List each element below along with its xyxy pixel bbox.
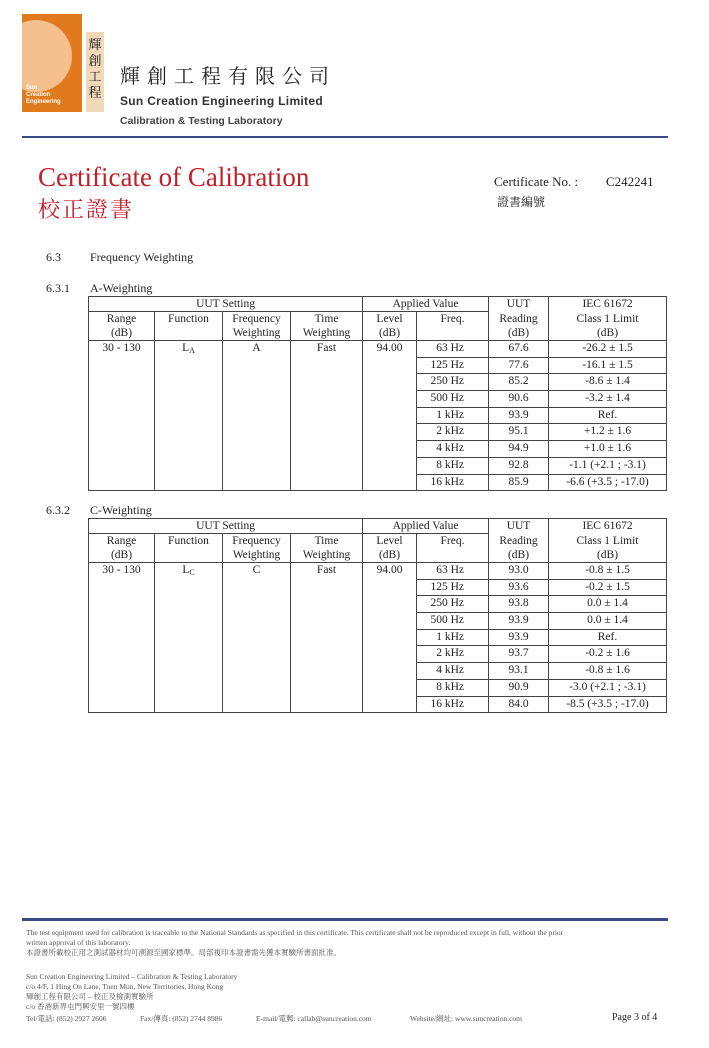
reading-cell: 93.9 <box>489 629 549 646</box>
range-unit: (dB) <box>89 548 155 563</box>
limit-cell: -1.1 (+2.1 ; -3.1) <box>549 457 667 474</box>
level-unit: (dB) <box>363 326 417 341</box>
limit-cell: 0.0 ± 1.4 <box>549 613 667 630</box>
freq-weighting-header: Frequency <box>223 312 291 327</box>
freq-cell: 2 kHz <box>417 424 489 441</box>
subsection-title-c: C-Weighting <box>90 503 152 517</box>
limit-cell: 0.0 ± 1.4 <box>549 596 667 613</box>
certificate-no-label: Certificate No. : <box>494 174 579 189</box>
reading-cell: 90.6 <box>489 391 549 408</box>
c-weighting-rows <box>89 563 667 713</box>
level-header: Level <box>363 534 417 549</box>
freq-cell: 1 kHz <box>417 629 489 646</box>
applied-value-header: Applied Value <box>363 297 489 312</box>
level-header: Level <box>363 312 417 327</box>
certificate-title-zh: 校正證書 <box>38 198 135 223</box>
freq-cell: 4 kHz <box>417 441 489 458</box>
function-header: Function <box>155 312 223 327</box>
uut-header: UUT <box>489 519 549 534</box>
iec-header: IEC 61672 <box>549 519 667 534</box>
function-header: Function <box>155 534 223 549</box>
reading-cell: 93.6 <box>489 579 549 596</box>
reading-cell: 77.6 <box>489 357 549 374</box>
reading-header: Reading <box>489 534 549 549</box>
limit-cell: -6.6 (+3.5 ; -17.0) <box>549 474 667 491</box>
footer-rule <box>22 918 668 921</box>
freq-weighting-header-2: Weighting <box>223 548 291 563</box>
freq-cell: 250 Hz <box>417 596 489 613</box>
reading-cell: 93.7 <box>489 646 549 663</box>
limit-header: Class 1 Limit <box>549 312 667 327</box>
range-header: Range <box>89 534 155 549</box>
function-value: $L_C$ <box>155 563 223 713</box>
freq-cell: 4 kHz <box>417 663 489 680</box>
limit-cell: -8.6 ± 1.4 <box>549 374 667 391</box>
time-weighting-header-2: Weighting <box>291 326 363 341</box>
footer-note: The test equipment used for calibration is traceable to the National Standards as specified in this certificate. This certificate shall not be reproduced except in full, without the prior written approval of this laboratory. 本證書所載校正用之測試器材均可溯源至國家標準。局部複印本證書需先獲本實驗所書面批准。 <box>26 928 564 957</box>
footer-fax: Fax/傳真: (852) 2744 8986 <box>140 1014 223 1023</box>
limit-cell: +1.0 ± 1.6 <box>549 441 667 458</box>
range-value: 30 - 130 <box>89 341 155 491</box>
limit-cell: -26.2 ± 1.5 <box>549 341 667 358</box>
reading-cell: 85.9 <box>489 474 549 491</box>
company-logo <box>22 14 82 112</box>
certificate-title: Certificate of Calibration <box>38 162 310 192</box>
logo-sun-icon <box>22 20 72 92</box>
logo-text: Sun Creation Engineering <box>26 85 61 105</box>
reading-cell: 93.9 <box>489 613 549 630</box>
freq-cell: 63 Hz <box>417 341 489 358</box>
freq-weighting-header-2: Weighting <box>223 326 291 341</box>
freq-cell: 1 kHz <box>417 407 489 424</box>
reading-cell: 93.0 <box>489 563 549 580</box>
function-header-blank <box>155 548 223 563</box>
reading-cell: 84.0 <box>489 696 549 713</box>
range-value: 30 - 130 <box>89 563 155 713</box>
reading-cell: 93.9 <box>489 407 549 424</box>
footer-email: E-mail/電郵: callab@suncreation.com <box>256 1014 372 1023</box>
reading-cell: 85.2 <box>489 374 549 391</box>
freq-cell: 8 kHz <box>417 679 489 696</box>
company-name-en: Sun Creation Engineering Limited <box>120 94 323 108</box>
limit-header: Class 1 Limit <box>549 534 667 549</box>
company-name-zh: 輝創工程有限公司 <box>120 64 336 88</box>
reading-cell: 94.9 <box>489 441 549 458</box>
freq-header-blank <box>417 548 489 563</box>
range-header: Range <box>89 312 155 327</box>
freq-cell: 16 kHz <box>417 474 489 491</box>
section-number: 6.3 <box>46 250 61 264</box>
reading-cell: 93.8 <box>489 596 549 613</box>
subsection-number-c: 6.3.2 <box>46 503 70 517</box>
level-value: 94.00 <box>363 563 417 713</box>
limit-cell: -16.1 ± 1.5 <box>549 357 667 374</box>
limit-cell: -8.5 (+3.5 ; -17.0) <box>549 696 667 713</box>
logo-chinese: 輝創工程 <box>88 38 102 101</box>
applied-value-header: Applied Value <box>363 519 489 534</box>
uut-header: UUT <box>489 297 549 312</box>
footer-address: Sun Creation Engineering Limited – Calibration & Testing Laboratory c/o 4/F, 1 Hing On Lane, Tuen Mun, New Territories, Hong Kong 輝創工程有限公司 – 校正及檢測實驗所 c/o 香港新界屯門興安里一號四樓 <box>26 972 238 1011</box>
time-weighting-value: Fast <box>291 341 363 491</box>
certificate-no-zh: 證書編號 <box>497 195 546 209</box>
reading-cell: 90.9 <box>489 679 549 696</box>
a-weighting-rows <box>89 341 667 491</box>
freq-cell: 125 Hz <box>417 579 489 596</box>
limit-cell: -0.2 ± 1.5 <box>549 579 667 596</box>
limit-cell: Ref. <box>549 629 667 646</box>
freq-weighting-header: Frequency <box>223 534 291 549</box>
reading-cell: 67.6 <box>489 341 549 358</box>
level-value: 94.00 <box>363 341 417 491</box>
subsection-number-a: 6.3.1 <box>46 281 70 295</box>
limit-cell: -0.8 ± 1.6 <box>549 663 667 680</box>
certificate-no-value: C242241 <box>606 174 654 189</box>
limit-cell: +1.2 ± 1.6 <box>549 424 667 441</box>
footer-website: Website/網址: www.suncreation.com <box>410 1014 523 1023</box>
freq-cell: 500 Hz <box>417 613 489 630</box>
freq-cell: 8 kHz <box>417 457 489 474</box>
limit-cell: -0.8 ± 1.5 <box>549 563 667 580</box>
uut-setting-header: UUT Setting <box>89 519 363 534</box>
time-weighting-value: Fast <box>291 563 363 713</box>
function-value: $L_A$ <box>155 341 223 491</box>
section-title: Frequency Weighting <box>90 250 194 264</box>
freq-header: Freq. <box>417 534 489 549</box>
reading-unit: (dB) <box>489 326 549 341</box>
time-weighting-header-2: Weighting <box>291 548 363 563</box>
freq-header: Freq. <box>417 312 489 327</box>
freq-cell: 2 kHz <box>417 646 489 663</box>
reading-header: Reading <box>489 312 549 327</box>
c-weighting-table <box>88 518 667 713</box>
freq-cell: 63 Hz <box>417 563 489 580</box>
freq-header-blank <box>417 326 489 341</box>
limit-unit: (dB) <box>549 548 667 563</box>
limit-unit: (dB) <box>549 326 667 341</box>
freq-cell: 16 kHz <box>417 696 489 713</box>
footer-tel: Tel/電話: (852) 2927 2606 <box>26 1014 107 1023</box>
freq-weighting-value: A <box>223 341 291 491</box>
time-weighting-header: Time <box>291 534 363 549</box>
lab-name: Calibration & Testing Laboratory <box>120 115 283 127</box>
reading-cell: 92.8 <box>489 457 549 474</box>
reading-cell: 95.1 <box>489 424 549 441</box>
freq-weighting-value: C <box>223 563 291 713</box>
limit-cell: Ref. <box>549 407 667 424</box>
time-weighting-header: Time <box>291 312 363 327</box>
a-weighting-table <box>88 296 667 491</box>
limit-cell: -3.0 (+2.1 ; -3.1) <box>549 679 667 696</box>
function-header-blank <box>155 326 223 341</box>
freq-cell: 500 Hz <box>417 391 489 408</box>
level-unit: (dB) <box>363 548 417 563</box>
header-rule <box>22 136 668 138</box>
iec-header: IEC 61672 <box>549 297 667 312</box>
freq-cell: 250 Hz <box>417 374 489 391</box>
subsection-title-a: A-Weighting <box>90 281 153 295</box>
limit-cell: -3.2 ± 1.4 <box>549 391 667 408</box>
freq-cell: 125 Hz <box>417 357 489 374</box>
uut-setting-header: UUT Setting <box>89 297 363 312</box>
reading-cell: 93.1 <box>489 663 549 680</box>
page-number: Page 3 of 4 <box>612 1012 658 1023</box>
range-unit: (dB) <box>89 326 155 341</box>
limit-cell: -0.2 ± 1.6 <box>549 646 667 663</box>
reading-unit: (dB) <box>489 548 549 563</box>
